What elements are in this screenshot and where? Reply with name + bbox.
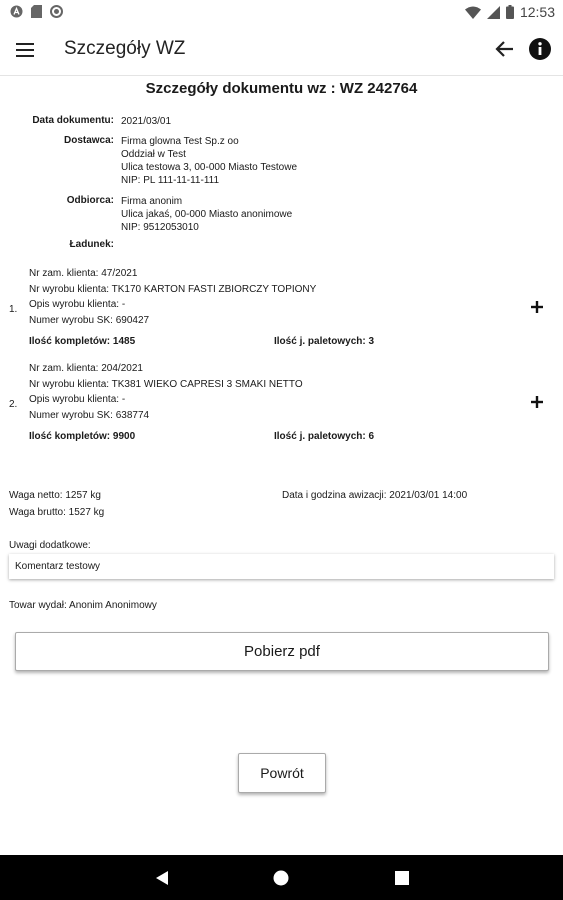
item-number: 1. — [9, 304, 18, 315]
item-line: Nr zam. klienta: 47/2021 — [29, 268, 138, 279]
download-pdf-button[interactable]: Pobierz pdf — [15, 632, 549, 671]
item-sets: Ilość kompletów: 9900 — [29, 431, 136, 442]
supplier-line: Firma glowna Test Sp.z oo — [121, 136, 239, 147]
signal-icon — [487, 6, 500, 19]
notes-field[interactable]: Komentarz testowy — [9, 554, 554, 579]
back-button[interactable]: Powrót — [238, 753, 326, 793]
home-circle-icon[interactable] — [272, 869, 290, 887]
recipient-line: Ulica jakaś, 00-000 Miasto anonimowe — [121, 209, 293, 220]
item-pallets: Ilość j. paletowych: 3 — [274, 336, 375, 347]
recipient-line: NIP: 9512053010 — [121, 222, 199, 233]
status-time: 12:53 — [519, 4, 555, 20]
net-weight: Waga netto: 1257 kg — [9, 490, 101, 501]
item-line: Opis wyrobu klienta: - — [29, 299, 126, 310]
plus-icon[interactable] — [530, 395, 544, 409]
sd-card-icon — [31, 5, 42, 18]
recipient-label: Odbiorca: — [66, 195, 114, 206]
notes-label: Uwagi dodatkowe: — [9, 540, 91, 551]
item-sets: Ilość kompletów: 1485 — [29, 336, 136, 347]
a-icon — [10, 5, 23, 18]
issued-by: Towar wydał: Anonim Anonimowy — [9, 600, 157, 611]
wifi-icon — [465, 6, 481, 19]
supplier-line: Ulica testowa 3, 00-000 Miasto Testowe — [121, 162, 298, 173]
cargo-label: Ładunek: — [69, 239, 114, 250]
supplier-label: Dostawca: — [63, 135, 114, 146]
info-icon[interactable] — [528, 37, 552, 61]
status-icons-left — [10, 5, 63, 18]
back-triangle-icon[interactable] — [153, 869, 171, 887]
status-bar — [0, 0, 563, 24]
app-title: Szczegóły WZ — [64, 38, 186, 59]
item-line: Numer wyrobu SK: 690427 — [29, 314, 150, 326]
item-line: Nr wyrobu klienta: TK170 KARTON FASTI ZBIORCZY TOPIONY — [29, 283, 317, 295]
item-line: Opis wyrobu klienta: - — [29, 394, 126, 405]
status-icons-right — [465, 4, 555, 20]
item-line: Nr zam. klienta: 204/2021 — [29, 363, 143, 374]
recipient-line: Firma anonim — [121, 196, 183, 207]
circle-icon — [50, 5, 63, 18]
item-line: Nr wyrobu klienta: TK381 WIEKO CAPRESI 3 SMAKI NETTO — [29, 378, 303, 390]
document-title: Szczegóły dokumentu wz : WZ 242764 — [145, 80, 418, 97]
date-label: Data dokumentu: — [32, 115, 114, 126]
navigation-bar — [0, 855, 563, 900]
battery-icon — [506, 5, 514, 19]
advice-datetime: Data i godzina awizacji: 2021/03/01 14:00 — [282, 490, 468, 501]
arrow-back-icon[interactable] — [494, 37, 516, 61]
menu-icon[interactable] — [14, 39, 36, 61]
supplier-address — [121, 135, 297, 187]
recents-square-icon[interactable] — [393, 869, 411, 887]
item-number: 2. — [9, 399, 18, 410]
supplier-line: NIP: PL 111-11-11-111 — [121, 175, 220, 186]
recipient-address — [121, 195, 292, 234]
gross-weight: Waga brutto: 1527 kg — [9, 507, 105, 518]
supplier-line: Oddział w Test — [121, 149, 186, 160]
date-value: 2021/03/01 — [121, 116, 172, 127]
item-details — [29, 266, 316, 328]
item-line: Numer wyrobu SK: 638774 — [29, 409, 150, 421]
item-pallets: Ilość j. paletowych: 6 — [274, 431, 375, 442]
app-bar — [0, 24, 563, 76]
item-details — [29, 361, 303, 423]
plus-icon[interactable] — [530, 300, 544, 314]
